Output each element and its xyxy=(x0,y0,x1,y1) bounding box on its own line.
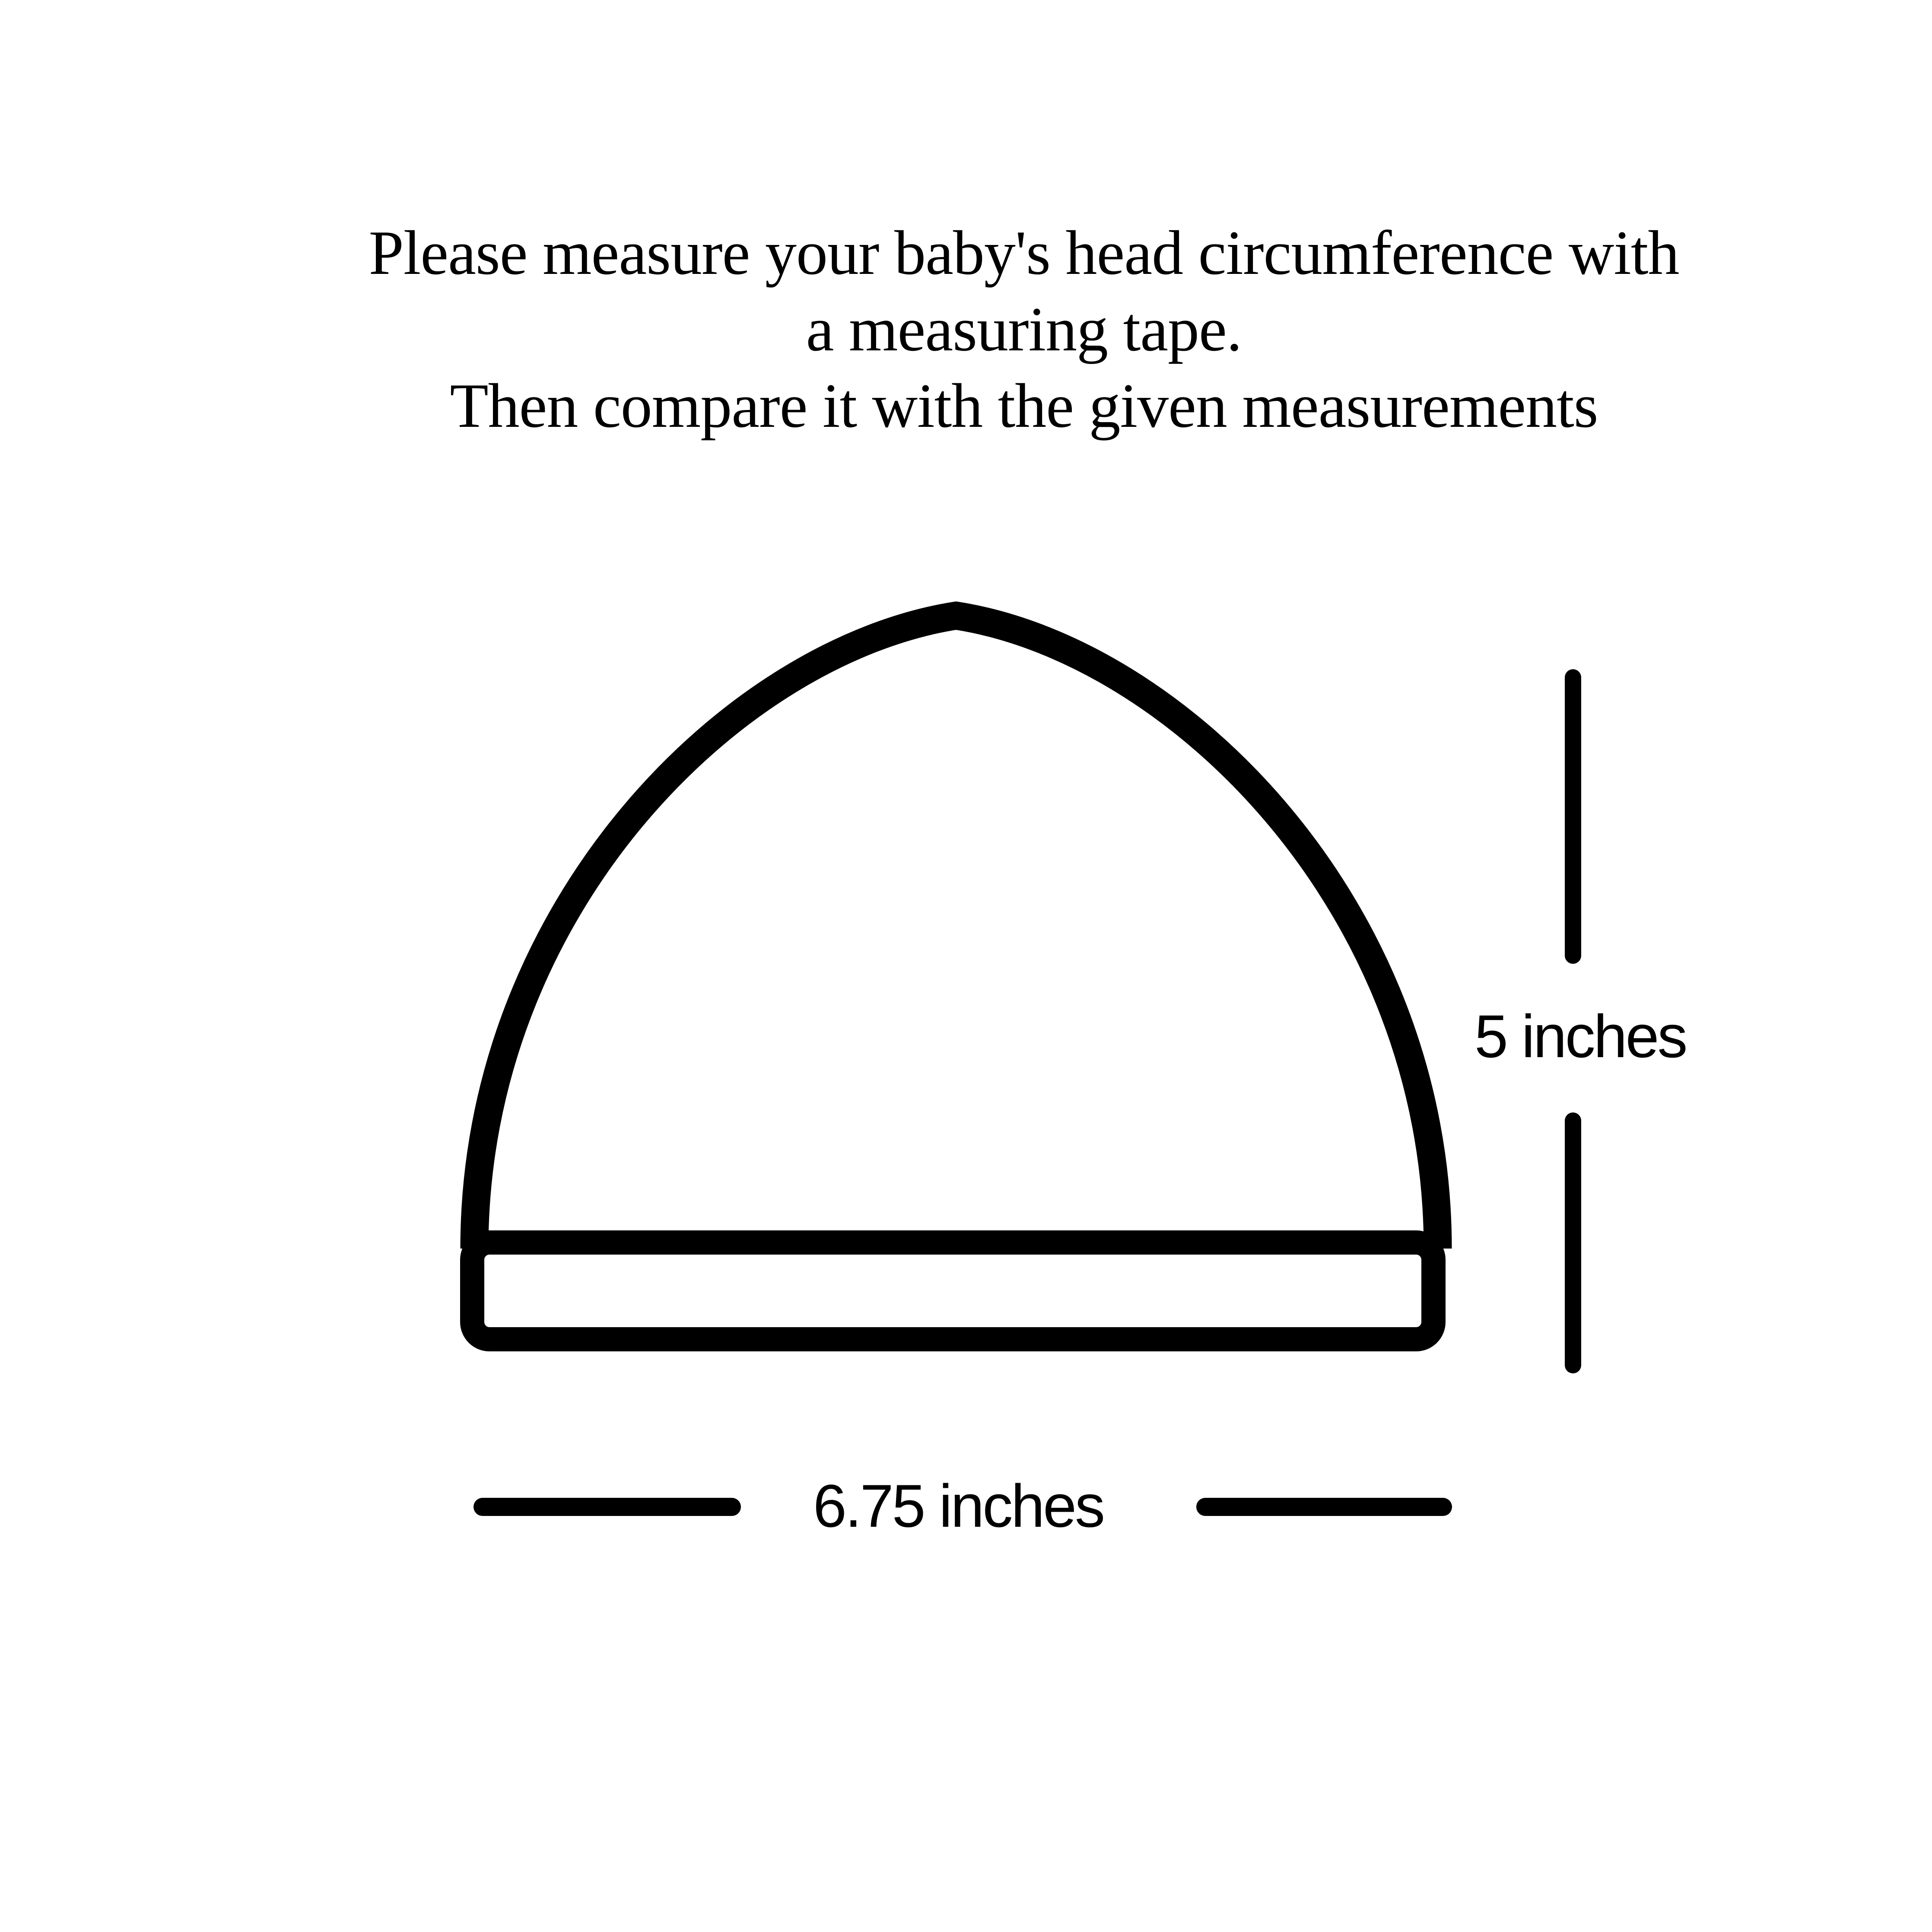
height-measurement-label: 5 inches xyxy=(1474,1002,1686,1070)
instructions-line-3: Then compare it with the given measurements xyxy=(450,371,1598,441)
hat-dome-outline xyxy=(474,616,1438,1249)
instructions-line-1: Please measure your baby's head circumference with xyxy=(369,218,1679,288)
hat-brim-outline xyxy=(472,1242,1433,1339)
width-measurement-label: 6.75 inches xyxy=(813,1472,1104,1540)
instructions-line-2: a measuring tape. xyxy=(806,294,1242,364)
